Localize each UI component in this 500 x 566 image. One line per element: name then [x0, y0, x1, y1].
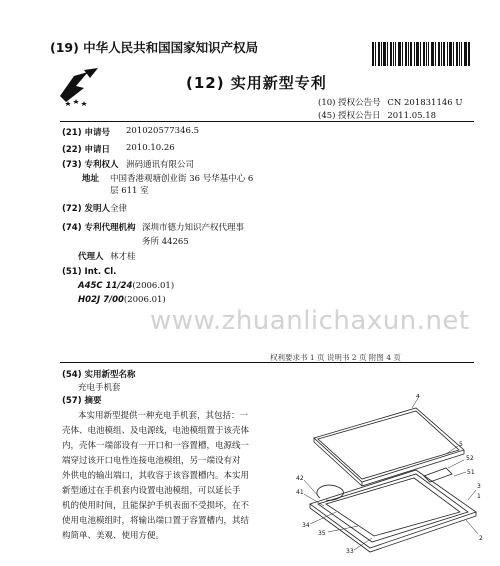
announce-date: 2011.05.18 — [387, 111, 437, 121]
issuing-office: (19) 中华人民共和国国家知识产权局 — [50, 40, 259, 55]
intcl-edition: (2006.01) — [123, 295, 166, 305]
watermark: www.zhuanlichaxun.net — [150, 306, 470, 336]
figure-label: 5 — [459, 441, 463, 448]
figure-label: 1 — [477, 493, 481, 500]
abstract-line: 内，壳体一端部设有一开口和一容置槽，电源线一 — [62, 441, 250, 451]
utility-model-title: 充电手机套 — [78, 383, 121, 393]
application-number-row — [62, 126, 200, 138]
intcl-entry — [78, 281, 174, 291]
application-number: 201020577346.5 — [126, 126, 200, 136]
patentee-row — [62, 158, 195, 170]
agency-label: (74) 专利代理机构 — [62, 223, 136, 233]
inventor: 全律 — [110, 204, 128, 214]
phone-illustration — [314, 408, 464, 486]
figure-label: 33 — [346, 548, 354, 554]
figure-label: 52 — [466, 455, 474, 462]
agent-row — [78, 250, 136, 262]
patent-type-title: (12) 实用新型专利 — [186, 74, 327, 92]
sipo-emblem — [54, 66, 124, 110]
figure-label: 41 — [296, 489, 304, 496]
figure-label: 35 — [318, 530, 326, 537]
intcl-edition: (2006.01) — [132, 281, 175, 291]
announce-date-row — [318, 109, 436, 121]
application-date-row — [62, 143, 175, 155]
address-label: 地址 — [82, 174, 100, 184]
inventor-label: (72) 发明人 — [62, 204, 111, 214]
application-date: 2010.10.26 — [126, 143, 175, 153]
address-line-1: 中国香港观塘创业街 36 号华基中心 6 — [110, 174, 254, 184]
agency-line-1: 深圳市德力知识产权代理事 — [142, 223, 245, 233]
announce-number: CN 201831146 U — [387, 98, 463, 108]
figure-label: 2 — [479, 535, 483, 542]
agent-label: 代理人 — [78, 252, 104, 262]
abstract-line: 壳体、电池模组、及电源线，电池模组置于该壳体 — [62, 426, 250, 436]
abstract-line: 外供电的输出端口，其收容于该容置槽内。本实用 — [62, 471, 250, 481]
figure-label: 51 — [467, 469, 475, 476]
patent-drawing — [296, 394, 486, 554]
barcode — [372, 42, 470, 66]
abstract-line: 使用电池模组时，将输出端口置于容置槽内，其结 — [62, 516, 250, 526]
patentee-label: (73) 专利权人 — [62, 160, 119, 170]
application-date-label: (22) 申请日 — [62, 145, 111, 155]
abstract-line: 端穿过该开口电性连接电池模组，另一端设有对 — [62, 456, 241, 466]
announce-number-label: (10) 授权公告号 — [318, 98, 381, 108]
header-divider — [60, 121, 474, 122]
page-count-info: 权利要求书 1 页 说明书 2 页 附图 4 页 — [270, 353, 401, 362]
inventor-row — [62, 202, 128, 214]
patentee: 洲码通讯有限公司 — [126, 160, 195, 170]
agency-row — [62, 221, 245, 233]
figure-label: 34 — [302, 522, 310, 529]
intcl-row — [62, 267, 116, 277]
agency-line-2: 务所 44265 — [142, 237, 189, 247]
announce-date-label: (45) 授权公告日 — [318, 111, 381, 121]
address-line-2: 层 611 室 — [110, 186, 149, 196]
abstract-label: (57) 摘要 — [62, 396, 102, 406]
case-illustration — [310, 468, 476, 552]
announce-number-row — [318, 96, 463, 108]
abstract-line: 构简单、美观、使用方便。 — [62, 531, 165, 541]
section-divider — [60, 362, 474, 363]
abstract-line: 新型通过在手机套内设置电池模组，可以延长手 — [62, 486, 241, 496]
figure-label: 3 — [477, 483, 481, 490]
agent: 林才桂 — [110, 252, 136, 262]
abstract-line: 本实用新型提供一种充电手机套，其包括：一 — [78, 411, 249, 421]
intcl-code: A45C 11/24 — [78, 281, 133, 291]
application-number-label: (21) 申请号 — [62, 128, 111, 138]
address-row — [82, 172, 254, 184]
intcl-entry — [78, 295, 166, 305]
figure-label: 4 — [416, 394, 420, 400]
abstract-line: 机的使用时间，且能保护手机表面不受损坏，在不 — [62, 501, 250, 511]
intcl-label: (51) Int. Cl. — [62, 267, 117, 277]
intcl-code: H02J 7/00 — [78, 295, 124, 305]
figure-label: 42 — [296, 475, 304, 482]
title-label: (54) 实用新型名称 — [62, 370, 136, 380]
